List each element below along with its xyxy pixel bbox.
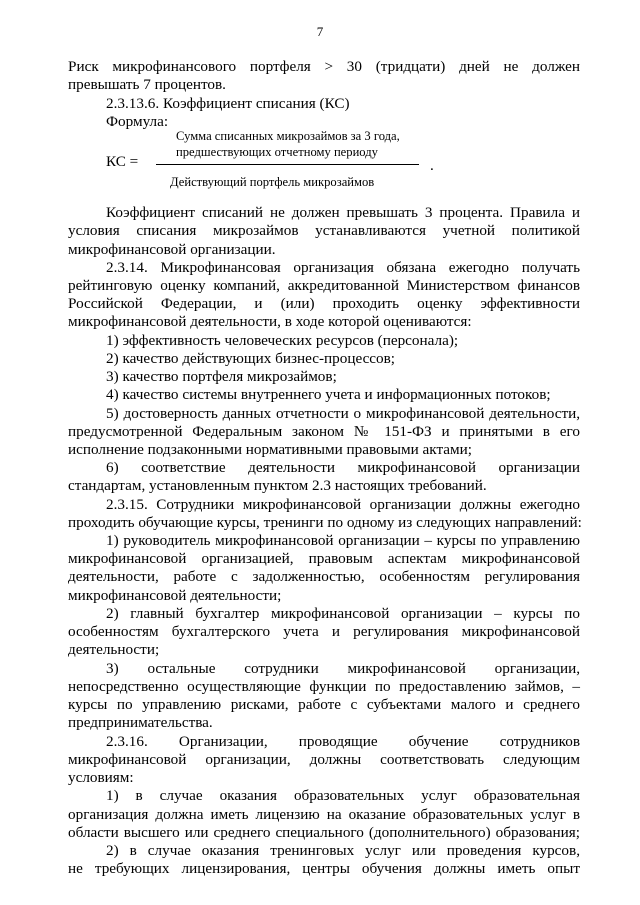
text-line: 2.3.16. Организации, проводящие обучение сотрудников [106,733,580,750]
text-line: 1) в случае оказания образовательных услуг образовательная [106,787,580,804]
text-line: условия списания микрозаймов устанавливаются учетной политикой [68,222,580,239]
page-number: 7 [316,24,324,39]
text-line: микрофинансовой деятельности; [68,587,282,604]
text-line: 4) качество системы внутреннего учета и информационных потоков; [106,386,551,403]
text-line: 2.3.15. Сотрудники микрофинансовой организации должны ежегодно [106,496,580,513]
text-line: курсы по управлению рисками, работе с субъектами малого и среднего [68,696,580,713]
text-line: 1) эффективность человеческих ресурсов (персонала); [106,332,459,349]
text-line: Риск микрофинансового портфеля > 30 (тридцати) дней не должен [68,58,580,75]
text-line: организация должна иметь лицензию на оказание образовательных услуг в [68,806,580,823]
text-line: 2.3.14. Микрофинансовая организация обязана ежегодно получать [106,259,580,276]
text-line: Российской Федерации, и (или) проходить оценку эффективности [68,295,580,312]
text-line: 3) качество портфеля микрозаймов; [106,368,337,385]
text-line: непосредственно осуществляющие функции по предоставлению займов, – [68,678,580,695]
fraction-line [156,164,419,165]
text-line: стандартам, установленным пунктом 2.3 настоящих требований. [68,477,487,494]
text-line: условиям: [68,769,134,786]
text-line: микрофинансовой организации. [68,241,276,258]
text-line: Коэффициент списаний не должен превышать 3 процента. Правила и [106,204,580,221]
text-line: Формула: [106,113,169,130]
text-line: особенностям бухгалтерского учета и регулирования микрофинансовой [68,623,580,640]
formula-label: КС = [106,153,139,170]
text-line: деятельности, работе с задолженностью, особенностям регулирования [68,568,580,585]
text-line: 2) в случае оказания тренинговых услуг или проведения курсов, [106,842,580,859]
text-line: 2) качество действующих бизнес-процессов; [106,350,396,367]
formula-numerator-line1: Сумма списанных микрозаймов за 3 года, [176,129,400,143]
text-line: превышать 7 процентов. [68,76,226,93]
text-line: не требующих лицензирования, центры обучения должны иметь опыт [68,860,580,877]
text-line: предпринимательства. [68,714,213,731]
text-line: области высшего или среднего специального (дополнительного) образования; [68,824,580,841]
formula-end-mark: . [430,157,434,174]
formula-denominator: Действующий портфель микрозаймов [170,175,375,189]
text-line: 3) остальные сотрудники микрофинансовой организации, [106,660,580,677]
text-line: 2) главный бухгалтер микрофинансовой организации – курсы по [106,605,580,622]
text-line: 2.3.13.6. Коэффициент списания (КС) [106,95,350,112]
text-line: 5) достоверность данных отчетности о микрофинансовой деятельности, [106,405,580,422]
text-line: исполнение подзаконными нормативными правовыми актами; [68,441,472,458]
text-line: предусмотренной Федеральным законом № 151-ФЗ и принятыми в его [68,423,580,440]
text-line: 1) руководитель микрофинансовой организации – курсы по управлению [106,532,580,549]
text-line: микрофинансовой организации, должны соответствовать следующим [68,751,580,768]
text-line: рейтинговую оценку компаний, аккредитованной Министерством финансов [68,277,580,294]
text-line: проходить обучающие курсы, тренинги по одному из следующих направлений: [68,514,582,531]
text-line: микрофинансовой деятельности, в ходе которой оцениваются: [68,313,472,330]
text-line: 6) соответствие деятельности микрофинансовой организации [106,459,580,476]
formula-numerator-line2: предшествующих отчетному периоду [176,145,378,159]
text-line: деятельности; [68,641,160,658]
text-line: микрофинансовой организацией, правовым аспектам микрофинансовой [68,550,580,567]
